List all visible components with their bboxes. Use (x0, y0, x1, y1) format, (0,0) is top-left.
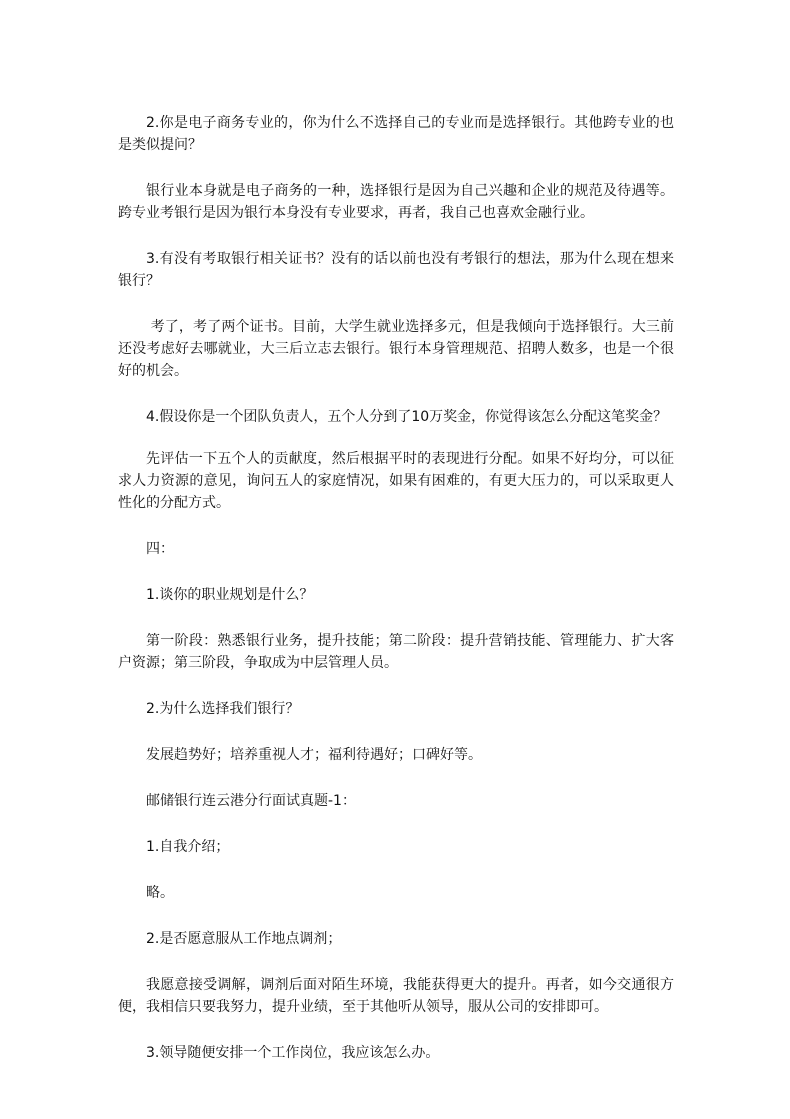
question-location-adjust: 2.是否愿意服从工作地点调剂； (146, 931, 342, 947)
section-heading-psbc-lianyungang: 邮储银行连云港分行面试真题-1： (146, 793, 356, 809)
answer-self-intro: 略。 (146, 885, 174, 901)
question-3-paragraph: 3.有没有考取银行相关证书？没有的话以前也没有考银行的想法，那为什么现在想来银行？ (118, 251, 674, 289)
question-2-paragraph: 2.你是电子商务专业的，你为什么不选择自己的专业而是选择银行。其他跨专业的也是类似提问？ (118, 115, 674, 153)
question-random-position: 3.领导随便安排一个工作岗位，我应该怎么办。 (146, 1045, 440, 1061)
answer-3-paragraph: 考了，考了两个证书。目前，大学生就业选择多元，但是我倾向于选择银行。大三前还没考虑好去哪就业，大三后立志去银行。银行本身管理规范、招聘人数多，也是一个很好的机会。 (118, 319, 675, 379)
question-career-plan: 1.谈你的职业规划是什么？ (146, 587, 314, 603)
answer-career-plan: 第一阶段：熟悉银行业务，提升技能；第二阶段：提升营销技能、管理能力、扩大客户资源；第三阶段，争取成为中层管理人员。 (118, 633, 674, 671)
question-self-intro: 1.自我介绍； (146, 839, 230, 855)
document-page (118, 112, 674, 1064)
section-heading-four: 四： (146, 541, 174, 557)
answer-location-adjust: 我愿意接受调解，调剂后面对陌生环境，我能获得更大的提升。再者，如今交通很方便，我相信只要我努力，提升业绩，至于其他听从领导，服从公司的安排即可。 (118, 977, 674, 1015)
question-4-paragraph: 4.假设你是一个团队负责人，五个人分到了10万奖金，你觉得该怎么分配这笔奖金？ (146, 409, 668, 425)
question-why-bank: 2.为什么选择我们银行？ (146, 701, 300, 717)
answer-4-paragraph: 先评估一下五个人的贡献度，然后根据平时的表现进行分配。如果不好均分，可以征求人力资源的意见，询问五人的家庭情况，如果有困难的，有更大压力的，可以采取更人性化的分配方式。 (118, 451, 674, 511)
answer-why-bank: 发展趋势好；培养重视人才；福利待遇好；口碑好等。 (146, 747, 482, 763)
answer-2-paragraph: 银行业本身就是电子商务的一种，选择银行是因为自己兴趣和企业的规范及待遇等。跨专业考银行是因为银行本身没有专业要求，再者，我自己也喜欢金融行业。 (118, 183, 674, 221)
